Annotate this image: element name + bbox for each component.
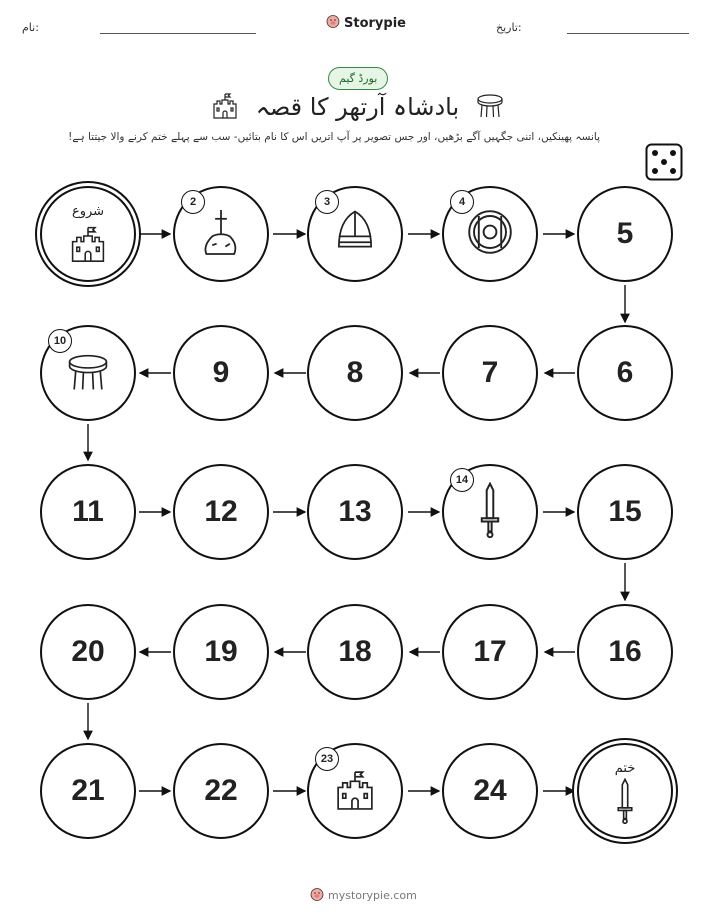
board-cell-4[interactable] — [442, 186, 538, 282]
cell-badge: 23 — [315, 747, 339, 771]
round-table-icon — [62, 348, 114, 398]
board-cell-25[interactable] — [577, 743, 673, 839]
cell-number: 24 — [473, 774, 507, 807]
board-cell-8[interactable] — [307, 325, 403, 421]
sword-in-stone-icon — [199, 207, 243, 261]
cell-number: 18 — [338, 635, 372, 668]
board-cell-12[interactable] — [173, 464, 269, 560]
board-cell-11[interactable] — [40, 464, 136, 560]
cell-badge: 14 — [450, 468, 474, 492]
footer — [310, 887, 417, 904]
board-cell-5[interactable] — [577, 186, 673, 282]
board-cell-2[interactable] — [173, 186, 269, 282]
board-cell-16[interactable] — [577, 604, 673, 700]
board-cell-1[interactable] — [40, 186, 136, 282]
cell-badge: 10 — [48, 329, 72, 353]
board-cell-7[interactable] — [442, 325, 538, 421]
cell-number: 9 — [212, 356, 230, 389]
board-cell-3[interactable] — [307, 186, 403, 282]
date-label: تاریخ: — [496, 21, 522, 34]
cell-number: 8 — [346, 356, 364, 389]
cell-number: 17 — [473, 635, 507, 668]
cell-number: 22 — [204, 774, 238, 807]
board-cell-19[interactable] — [173, 604, 269, 700]
name-label: نام: — [22, 21, 39, 34]
cell-badge: 2 — [181, 190, 205, 214]
cell-number: 13 — [338, 495, 372, 528]
board-cell-10[interactable] — [40, 325, 136, 421]
board-cell-22[interactable] — [173, 743, 269, 839]
instructions: پانسہ پھینکیں، اتنی جگہیں آگے بڑھیں، اور جس تصویر پر آپ اتریں اس کا نام بتائیں- سب سے پہلے ختم کرنے والا جیتتا ہے! — [68, 131, 600, 143]
castle-icon — [65, 222, 111, 268]
board-cell-20[interactable] — [40, 604, 136, 700]
finish-label: ختم — [614, 761, 636, 776]
cell-number: 16 — [608, 635, 642, 668]
cell-number: 21 — [71, 774, 105, 807]
cell-badge: 4 — [450, 190, 474, 214]
cell-number: 19 — [204, 635, 238, 668]
board-cell-23[interactable] — [307, 743, 403, 839]
board-cell-24[interactable] — [442, 743, 538, 839]
round-shield-icon — [466, 208, 514, 260]
pig-mascot-icon — [310, 887, 324, 904]
board-cell-9[interactable] — [173, 325, 269, 421]
cell-number: 6 — [616, 356, 634, 389]
cell-badge: 3 — [315, 190, 339, 214]
board-cell-6[interactable] — [577, 325, 673, 421]
cell-number: 11 — [72, 495, 104, 528]
page-title: بادشاہ آرتھر کا قصہ — [255, 93, 460, 121]
castle-icon — [331, 766, 379, 816]
sword-icon — [615, 778, 635, 828]
board-cell-18[interactable] — [307, 604, 403, 700]
brand-name: Storypie — [344, 15, 406, 31]
cell-number: 15 — [608, 495, 642, 528]
cell-number: 7 — [481, 356, 499, 389]
board-game-badge: بورڈ گیم — [328, 67, 388, 90]
cell-number: 12 — [204, 495, 238, 528]
board-cell-13[interactable] — [307, 464, 403, 560]
board-cell-17[interactable] — [442, 604, 538, 700]
knight-helmet-icon — [333, 208, 377, 260]
board-cell-14[interactable] — [442, 464, 538, 560]
start-label: شروع — [71, 204, 105, 219]
board-cell-15[interactable] — [577, 464, 673, 560]
cell-number: 20 — [71, 635, 105, 668]
board-cell-21[interactable] — [40, 743, 136, 839]
sword-icon — [478, 482, 502, 542]
cell-number: 5 — [616, 217, 634, 250]
footer-site[interactable]: mystorypie.com — [328, 889, 417, 902]
